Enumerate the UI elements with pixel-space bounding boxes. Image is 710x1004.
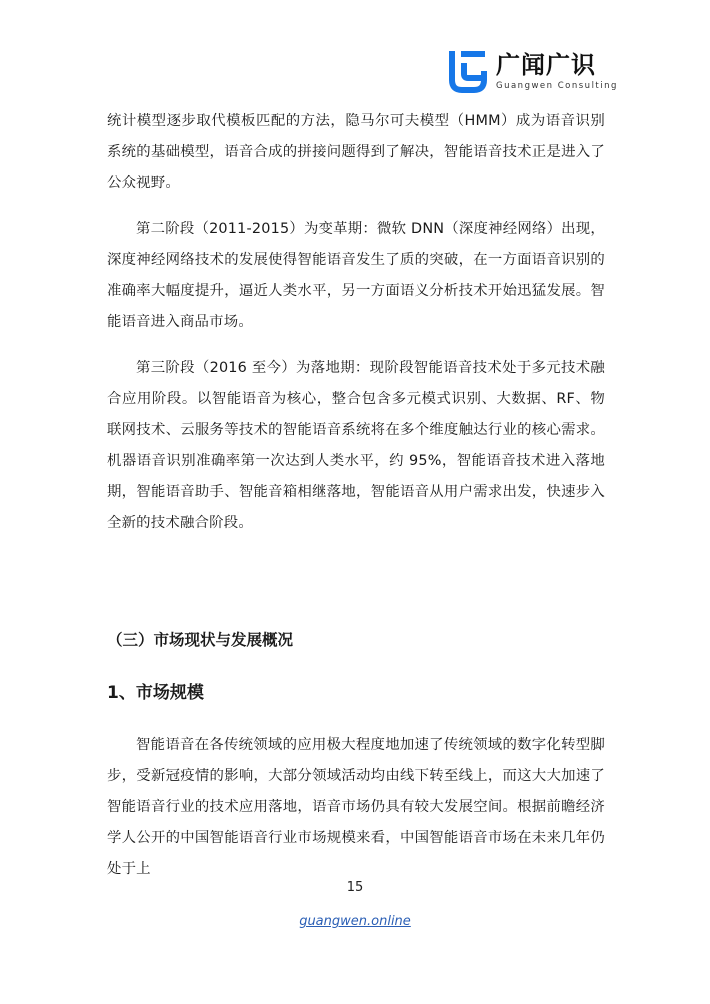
main-text-block: [107, 106, 605, 539]
paragraph: 第二阶段（2011-2015）为变革期：微软 DNN（深度神经网络）出现，深度神经网络技术的发展使得智能语音发生了质的突破，在一方面语音识别的准确率大幅度提升，逼近人类水平，另一方面语义分析技术开始迅猛发展。智能语音进入商品市场。: [107, 221, 605, 330]
guangwen-logo-icon: [444, 50, 488, 94]
subsection-heading: 1、市场规模: [107, 683, 204, 703]
brand-logo: [444, 46, 618, 98]
market-text-block: [107, 730, 605, 885]
website-link[interactable]: guangwen.online: [299, 914, 411, 929]
paragraph: 统计模型逐步取代模板匹配的方法，隐马尔可夫模型（HMM）成为语音识别系统的基础模型，语音合成的拼接问题得到了解决，智能语音技术正是进入了公众视野。: [107, 113, 605, 191]
paragraph: 第三阶段（2016 至今）为落地期：现阶段智能语音技术处于多元技术融合应用阶段。以智能语音为核心，整合包含多元模式识别、大数据、RF、物联网技术、云服务等技术的智能语音系统将在多个维度触达行业的核心需求。机器语音识别准确率第一次达到人类水平，约 95%，智能语音技术进入落地期，智能语音助手、智能音箱相继落地，智能语音从用户需求出发，快速步入全新的技术融合阶段。: [107, 360, 605, 531]
brand-name-cn: 广闻广识: [496, 51, 596, 80]
paragraph: 智能语音在各传统领域的应用极大程度地加速了传统领域的数字化转型脚步，受新冠疫情的影响，大部分领域活动均由线下转至线上，而这大大加速了智能语音行业的技术应用落地，语音市场仍具有较大发展空间。根据前瞻经济学人公开的中国智能语音行业市场规模来看，中国智能语音市场在未来几年仍处于上: [107, 737, 605, 877]
section-heading: （三）市场现状与发展概况: [107, 631, 294, 649]
brand-name-en: Guangwen Consulting: [496, 81, 618, 92]
page-number: 15: [346, 880, 364, 895]
